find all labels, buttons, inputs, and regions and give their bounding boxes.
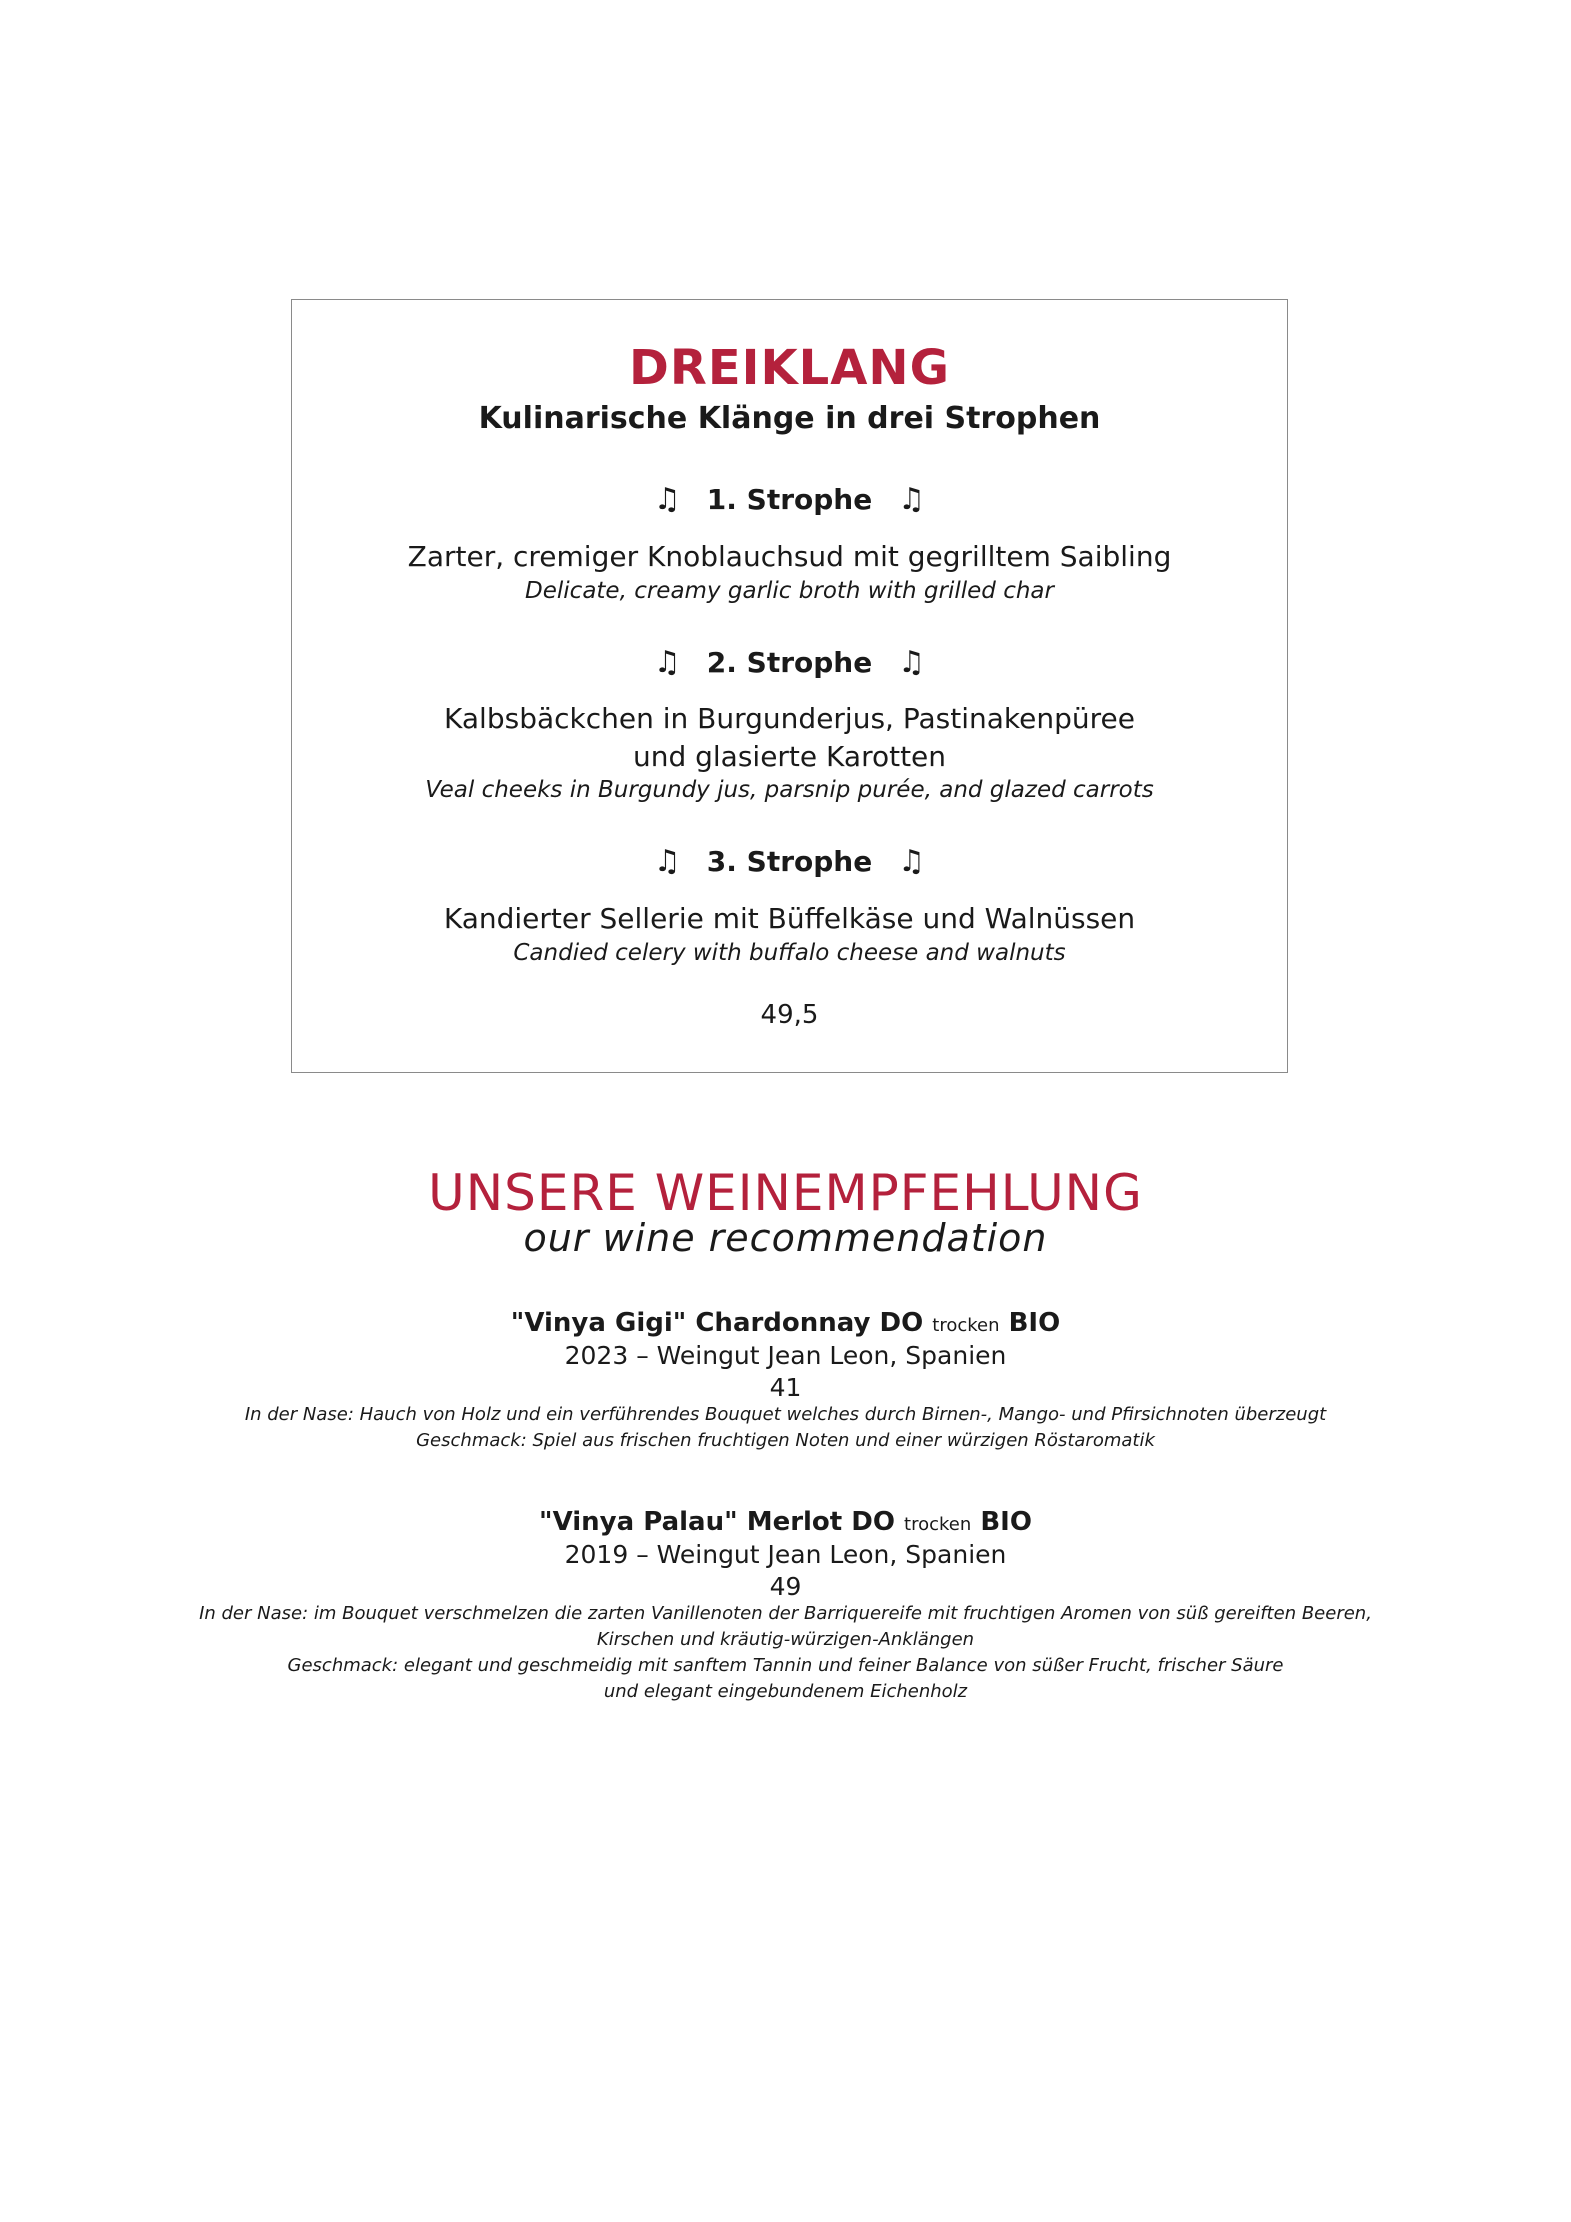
wine-2-title: "Vinya Palau" Merlot DO	[539, 1507, 895, 1537]
strophe-3-dish-en: Candied celery with buffalo cheese and walnuts	[513, 940, 1066, 966]
wine-1-nose: In der Nase: Hauch von Holz und ein verführendes Bouquet welches durch Birnen-, Mango- und Pfirsichnoten überzeugt	[244, 1404, 1327, 1425]
wine-2-taste-line2: und elegant eingebundenem Eichenholz	[603, 1681, 968, 1702]
music-note-icon: ♫	[653, 482, 681, 517]
wine-2-bio: BIO	[980, 1507, 1032, 1537]
wine-2-origin: 2019 – Weingut Jean Leon, Spanien	[564, 1540, 1007, 1569]
wine-2-nose-line1: In der Nase: im Bouquet verschmelzen die zarten Vanillenoten der Barriquereife mit fruchtigen Aromen von süß gereiften Beeren,	[199, 1603, 1372, 1624]
strophe-3-label: 3. Strophe	[706, 845, 873, 878]
strophe-3-dish-de: Kandierter Sellerie mit Büffelkäse und Walnüssen	[443, 902, 1136, 935]
strophe-1-dish-en: Delicate, creamy garlic broth with grilled char	[525, 578, 1054, 604]
wine-2-style: trocken	[904, 1514, 972, 1535]
strophe-1-dish-de: Zarter, cremiger Knoblauchsud mit gegrilltem Saibling	[407, 540, 1172, 573]
wine-1-taste: Geschmack: Spiel aus frischen fruchtigen Noten und einer würzigen Röstaromatik	[416, 1430, 1155, 1451]
wine-1-name	[0, 1308, 1571, 1338]
music-note-icon: ♫	[898, 645, 926, 680]
wine-section-subtitle: our wine recommendation	[523, 1216, 1048, 1260]
strophe-2-dish-en: Veal cheeks in Burgundy jus, parsnip purée, and glazed carrots	[425, 777, 1154, 803]
wine-1-price: 41	[769, 1373, 802, 1402]
strophe-1-heading	[292, 482, 1287, 517]
strophe-2-heading	[292, 645, 1287, 680]
menu-subtitle: Kulinarische Klänge in drei Strophen	[478, 401, 1101, 436]
music-note-icon: ♫	[898, 482, 926, 517]
wine-section-title: UNSERE WEINEMPFEHLUNG	[428, 1164, 1143, 1222]
wine-2-name	[0, 1507, 1571, 1537]
wine-1-bio: BIO	[1008, 1308, 1061, 1338]
strophe-2-dish-de-line1: Kalbsbäckchen in Burgunderjus, Pastinakenpüree	[444, 702, 1135, 735]
wine-2-nose-line2: Kirschen und kräutig-würzigen-Anklängen	[596, 1629, 975, 1650]
dreiklang-menu-box	[291, 299, 1288, 1073]
music-note-icon: ♫	[653, 645, 681, 680]
wine-1-style: trocken	[932, 1315, 1000, 1336]
strophe-2-label: 2. Strophe	[706, 646, 873, 679]
wine-1-origin: 2023 – Weingut Jean Leon, Spanien	[564, 1341, 1007, 1370]
wine-2-price: 49	[769, 1572, 802, 1601]
wine-1-title: "Vinya Gigi" Chardonnay DO	[510, 1308, 924, 1338]
strophe-2-dish-de-line2: und glasierte Karotten	[632, 740, 947, 773]
strophe-1-label: 1. Strophe	[706, 483, 873, 516]
music-note-icon: ♫	[653, 844, 681, 879]
wine-2-taste-line1: Geschmack: elegant und geschmeidig mit sanftem Tannin und feiner Balance von süßer Frucht, frischer Säure	[287, 1655, 1284, 1676]
strophe-3-heading	[292, 844, 1287, 879]
music-note-icon: ♫	[898, 844, 926, 879]
menu-title: DREIKLANG	[629, 340, 950, 396]
menu-price: 49,5	[760, 1000, 819, 1030]
